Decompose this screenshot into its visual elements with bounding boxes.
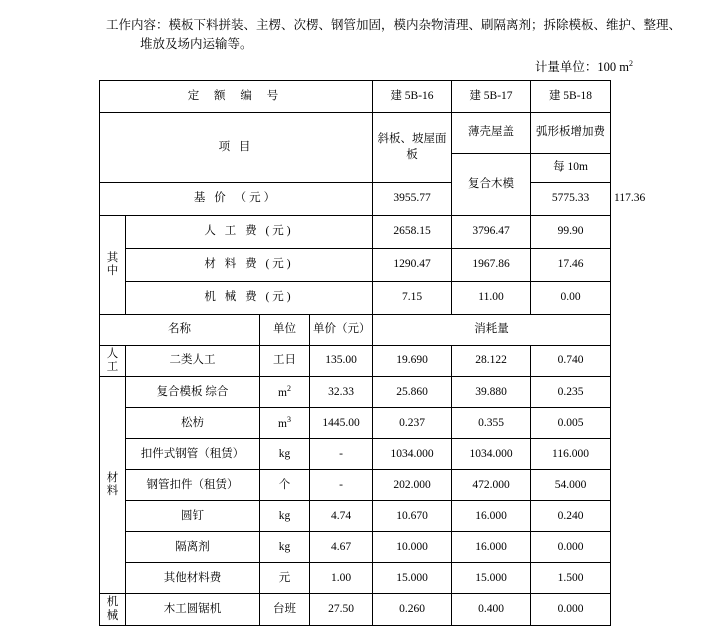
- cell-header-consume: 消耗量: [373, 315, 611, 346]
- cell-group-labor: [100, 346, 126, 377]
- cell-value-material-3-2: 1034.000: [452, 439, 531, 470]
- cell-material-cost-2: 1967.86: [452, 249, 531, 282]
- cell-unit-material-6: kg: [260, 532, 310, 563]
- cell-value-material-4-3: 54.000: [531, 470, 611, 501]
- cell-value-material-5-1: 10.670: [373, 501, 452, 532]
- cell-machine-cost-3: 0.00: [531, 282, 611, 315]
- cell-header-price: 单价（元）: [310, 315, 373, 346]
- cell-machine-cost-1: 7.15: [373, 282, 452, 315]
- cell-material-cost-1: 1290.47: [373, 249, 452, 282]
- cell-price-material-5: 4.74: [310, 501, 373, 532]
- cell-value-machine-1-3: 0.000: [531, 594, 611, 625]
- cell-base-price-2: 5775.33: [531, 183, 611, 216]
- cell-value-material-1-2: 39.880: [452, 377, 531, 408]
- cell-value-material-4-1: 202.000: [373, 470, 452, 501]
- measurement-unit-text: 计量单位：100 m: [534, 60, 629, 74]
- group-labor-char-2: 工: [106, 361, 119, 374]
- cell-unit-machine-1: 台班: [260, 594, 310, 625]
- cell-item-label: 项 目: [100, 113, 373, 183]
- cell-item-merged: 复合木模: [452, 154, 531, 216]
- group-material-char-1: 材: [106, 472, 119, 485]
- table-row-material-6: [100, 532, 611, 563]
- cell-name-material-2: 松枋: [126, 408, 260, 439]
- cell-unit-labor-1: 工日: [260, 346, 310, 377]
- cell-value-material-6-2: 16.000: [452, 532, 531, 563]
- table-row-machine-1: [100, 594, 611, 625]
- cell-name-material-4: 钢管扣件（租赁）: [126, 470, 260, 501]
- cell-value-material-6-1: 10.000: [373, 532, 452, 563]
- cell-labor-cost-1: 2658.15: [373, 216, 452, 249]
- table-row-labor-cost: [100, 216, 611, 249]
- cell-name-material-3: 扣件式钢管（租赁）: [126, 439, 260, 470]
- cell-price-material-6: 4.67: [310, 532, 373, 563]
- cell-value-labor-1-2: 28.122: [452, 346, 531, 377]
- cell-name-material-6: 隔离剂: [126, 532, 260, 563]
- table-row-item-names: [100, 113, 611, 154]
- cell-price-material-3: -: [310, 439, 373, 470]
- work-content-block: [0, 16, 709, 55]
- cell-value-material-1-3: 0.235: [531, 377, 611, 408]
- table-row-base-price: 基 价 （元） 3955.77 5775.33 117.36: [100, 183, 611, 216]
- table-row-labor-item: [100, 346, 611, 377]
- cell-value-material-4-2: 472.000: [452, 470, 531, 501]
- group-machine-char-1: 机: [106, 596, 119, 609]
- cell-group-machine: [100, 594, 126, 625]
- cell-value-material-1-1: 25.860: [373, 377, 452, 408]
- group-material-char-2: 料: [106, 485, 119, 498]
- group-machine-char-2: 械: [106, 609, 119, 622]
- table-row-code: [100, 81, 611, 113]
- cell-item-sub-3: 每 10m: [531, 154, 611, 183]
- table-row-material-1: [100, 377, 611, 408]
- among-char-2: 中: [106, 265, 119, 277]
- cell-base-price-label: 基 价 （元）: [100, 183, 373, 216]
- cell-name-material-5: 圆钉: [126, 501, 260, 532]
- cell-value-material-7-3: 1.500: [531, 563, 611, 594]
- cell-value-material-6-3: 0.000: [531, 532, 611, 563]
- cell-unit-material-1: $m^2$: [260, 377, 310, 408]
- cell-material-cost-label: 材 料 费 (元): [126, 249, 373, 282]
- table-row-material-7: [100, 563, 611, 594]
- cell-base-price-1: 3955.77: [373, 183, 452, 216]
- table-row-subheader: [100, 315, 611, 346]
- cell-price-labor-1: 135.00: [310, 346, 373, 377]
- cell-code-2: 建 5B-17: [452, 81, 531, 113]
- cell-code-3: 建 5B-18: [531, 81, 611, 113]
- cell-value-material-2-2: 0.355: [452, 408, 531, 439]
- cell-code-1: 建 5B-16: [373, 81, 452, 113]
- cell-value-labor-1-3: 0.740: [531, 346, 611, 377]
- cell-value-material-5-2: 16.000: [452, 501, 531, 532]
- work-content-line-1: 工作内容：模板下料拼装、主楞、次楞、钢管加固，模内杂物清理、刷隔离剂；拆除模板、维护、整理、: [106, 18, 682, 32]
- cell-value-material-3-1: 1034.000: [373, 439, 452, 470]
- cell-unit-material-2: $m^3$: [260, 408, 310, 439]
- cell-unit-material-4: 个: [260, 470, 310, 501]
- cell-value-material-2-1: 0.237: [373, 408, 452, 439]
- cell-price-material-2: 1445.00: [310, 408, 373, 439]
- cell-labor-cost-3: 99.90: [531, 216, 611, 249]
- table-row-material-2: [100, 408, 611, 439]
- cell-item-3: 弧形板增加费: [531, 113, 611, 154]
- quota-table: [99, 80, 646, 626]
- cell-machine-cost-label: 机 械 费 (元): [126, 282, 373, 315]
- cell-value-machine-1-1: 0.260: [373, 594, 452, 625]
- measurement-unit-note: [535, 57, 633, 75]
- table-row-material-cost: [100, 249, 611, 282]
- cell-value-material-2-3: 0.005: [531, 408, 611, 439]
- cell-value-machine-1-2: 0.400: [452, 594, 531, 625]
- cell-header-name: 名称: [100, 315, 260, 346]
- group-labor-char-1: 人: [106, 348, 119, 360]
- cell-labor-cost-2: 3796.47: [452, 216, 531, 249]
- cell-unit-material-7: 元: [260, 563, 310, 594]
- cell-unit-material-3: kg: [260, 439, 310, 470]
- cell-among-label: [100, 216, 126, 315]
- cell-value-material-7-1: 15.000: [373, 563, 452, 594]
- cell-price-machine-1: 27.50: [310, 594, 373, 625]
- cell-value-material-3-3: 116.000: [531, 439, 611, 470]
- cell-price-material-7: 1.00: [310, 563, 373, 594]
- table-row-material-3: [100, 439, 611, 470]
- unit-superscript: 2: [286, 383, 291, 393]
- cell-unit-material-5: kg: [260, 501, 310, 532]
- cell-price-material-1: 32.33: [310, 377, 373, 408]
- cell-item-1: 斜板、坡屋面板: [373, 113, 452, 183]
- cell-code-label: 定 额 编 号: [100, 81, 373, 113]
- cell-name-machine-1: 木工圆锯机: [126, 594, 260, 625]
- unit-superscript: 3: [286, 414, 291, 424]
- cell-price-material-4: -: [310, 470, 373, 501]
- work-content-line-2: 堆放及场内运输等。: [140, 37, 253, 52]
- measurement-unit-superscript: 2: [629, 58, 633, 68]
- table-row-material-4: [100, 470, 611, 501]
- cell-group-material: [100, 377, 126, 594]
- table-row-machine-cost: [100, 282, 611, 315]
- among-char-1: 其: [106, 251, 119, 264]
- cell-value-material-5-3: 0.240: [531, 501, 611, 532]
- cell-value-material-7-2: 15.000: [452, 563, 531, 594]
- cell-item-2: 薄壳屋盖: [452, 113, 531, 154]
- cell-labor-cost-label: 人 工 费 (元): [126, 216, 373, 249]
- cell-name-material-7: 其他材料费: [126, 563, 260, 594]
- cell-header-unit: 单位: [260, 315, 310, 346]
- cell-value-labor-1-1: 19.690: [373, 346, 452, 377]
- table-row-material-5: [100, 501, 611, 532]
- cell-name-labor-1: 二类人工: [126, 346, 260, 377]
- cell-machine-cost-2: 11.00: [452, 282, 531, 315]
- cell-material-cost-3: 17.46: [531, 249, 611, 282]
- cell-name-material-1: 复合模板 综合: [126, 377, 260, 408]
